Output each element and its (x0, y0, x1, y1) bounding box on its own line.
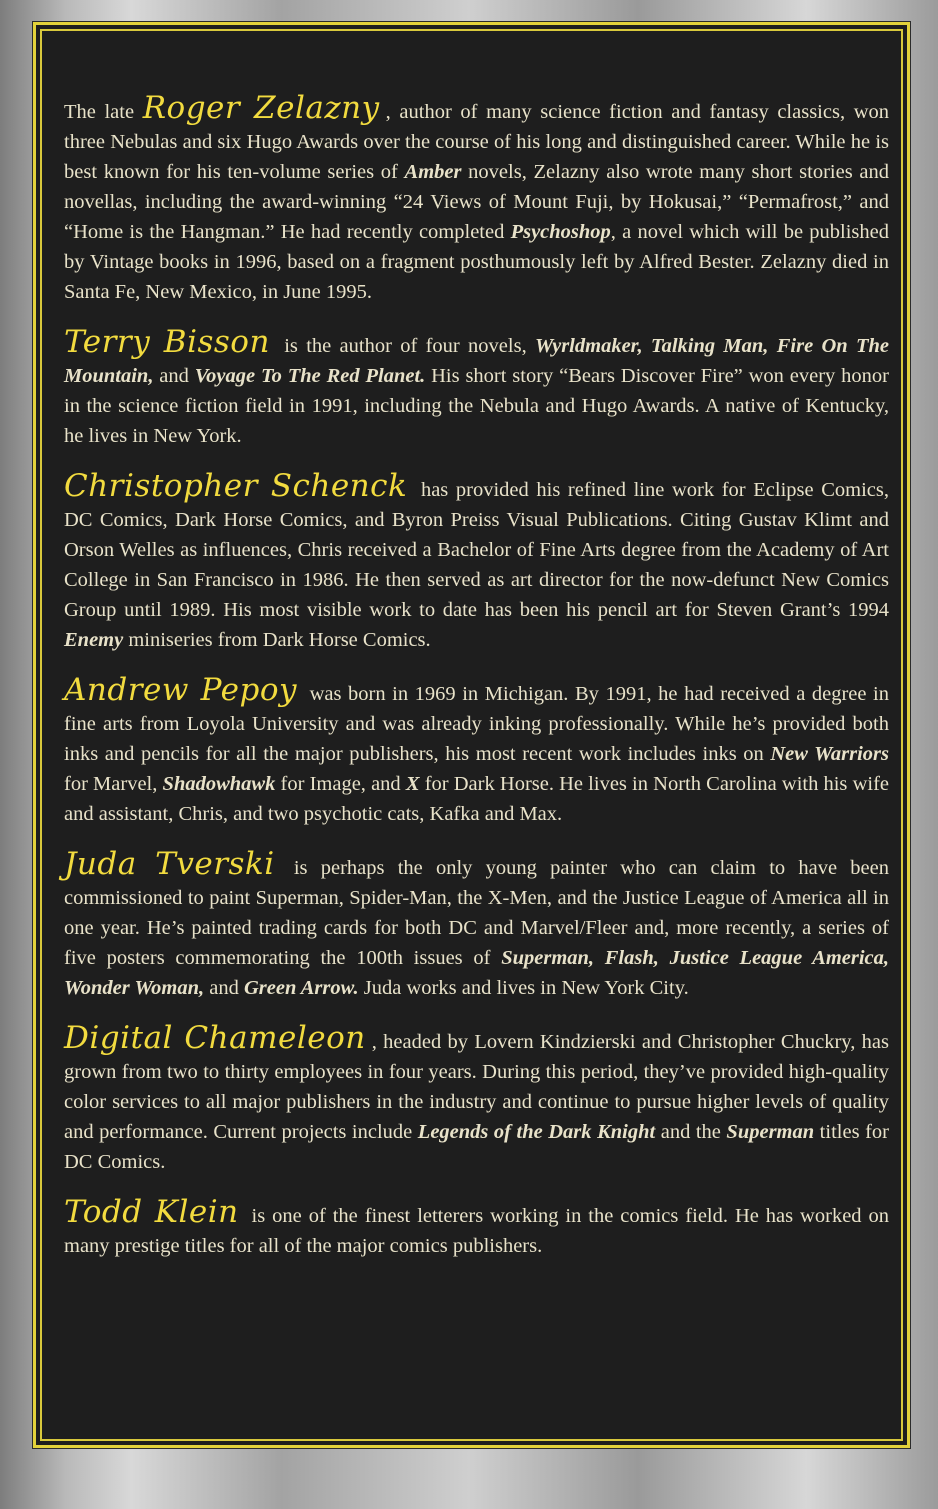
book-title: Green Arrow. (243, 977, 359, 999)
bio-digital-chameleon (64, 1020, 889, 1177)
bio-text: novels, Zelazny also wrote many short stories and novellas, including the award-winning “24 Views of Mount Fuji, by Hokusai,” “Permafrost,” and “Home is the Hangman.” He had recently completed (64, 161, 889, 243)
book-title: New Warriors (770, 743, 889, 765)
book-title: Legends of the Dark Knight (417, 1121, 656, 1143)
bio-name: Todd Klein (64, 1194, 239, 1230)
bio-name: Roger Zelazny (142, 90, 380, 126)
bio-text: has provided his refined line work for Eclipse Comics, DC Comics, Dark Horse Comics, and Byron Preiss Visual Publications. Citing Gustav Klimt and Orson Welles as influences, Chris received a Bachelor of Fine Arts degree from the Academy of Art College in San Francisco in 1986. He then served as art director for the now-defunct New Comics Group until 1989. His most visible work to date has been his pencil art for Steven Grant’s 1994 (64, 479, 889, 621)
bio-page-panel (33, 22, 910, 1448)
bio-name: Andrew Pepoy (64, 672, 298, 708)
bio-todd-klein (64, 1194, 889, 1261)
book-title: X (405, 773, 420, 795)
bio-text: miniseries from Dark Horse Comics. (123, 629, 431, 651)
book-title: Amber (404, 161, 462, 183)
bio-terry-bisson (64, 324, 889, 451)
bio-text: , headed by Lovern Kindzierski and Christopher Chuckry, has grown from two to thirty employees in four years. During this period, they’ve provided high-quality color services to all major publishers in the industry and continue to pursue higher levels of quality and performance. Current projects include (64, 1031, 889, 1143)
bio-text: and (153, 365, 195, 387)
book-title: Psychoshop (510, 221, 611, 243)
bio-text: and (204, 977, 244, 999)
bio-name: Christopher Schenck (64, 468, 408, 504)
bio-text: is one of the finest letterers working in the comics field. He has worked on many prestige titles for all of the major comics publishers. (64, 1205, 889, 1257)
book-title: Wyrldmaker, Talking Man, Fire On The Mountain, (64, 335, 889, 387)
bio-text: The late (64, 101, 143, 123)
bio-text: is perhaps the only young painter who can claim to have been commissioned to paint Superman, Spider-Man, the X-Men, and the Justice League of America all in one year. He’s painted trading cards for both DC and Marvel/Fleer and, more recently, a series of five posters commemorating the 100th issues of (64, 857, 889, 969)
bio-text: , a novel which will be published by Vintage books in 1996, based on a fragment posthumously left by Alfred Bester. Zelazny died in Santa Fe, New Mexico, in June 1995. (64, 221, 889, 303)
bio-christopher-schenck (64, 468, 889, 655)
bios-container (64, 90, 890, 1285)
book-title: Superman, Flash, Justice League America, Wonder Woman, (64, 947, 890, 999)
book-title: Enemy (64, 629, 124, 651)
bio-name: Digital Chameleon (64, 1020, 366, 1056)
bio-juda-tverski (64, 846, 890, 1003)
bio-text: for Dark Horse. He lives in North Carolina with his wife and assistant, Chris, and two psychotic cats, Kafka and Max. (64, 773, 889, 825)
book-title: Shadowhawk (162, 773, 276, 795)
bio-text: for Image, and (275, 773, 406, 795)
bio-text: Juda works and lives in New York City. (358, 977, 689, 999)
bio-name: Juda Tverski (64, 846, 275, 882)
bio-text: is the author of four novels, (275, 335, 535, 357)
bio-roger-zelazny (64, 90, 889, 307)
bio-text: for Marvel, (64, 773, 163, 795)
bio-andrew-pepoy (64, 672, 889, 829)
book-title: Voyage To The Red Planet. (194, 365, 426, 387)
bio-text: His short story “Bears Discover Fire” won every honor in the science fiction field in 1991, including the Nebula and Hugo Awards. A native of Kentucky, he lives in New York. (64, 365, 889, 447)
bio-text: titles for DC Comics. (64, 1121, 889, 1173)
bio-text: , author of many science fiction and fantasy classics, won three Nebulas and six Hugo Awards over the course of his long and distinguished career. While he is best known for his ten-volume series of (64, 101, 889, 183)
bio-text: and the (655, 1121, 727, 1143)
bio-text: was born in 1969 in Michigan. By 1991, he had received a degree in fine arts from Loyola University and was already inking professionally. While he’s provided both inks and pencils for all the major publishers, his most recent work includes inks on (64, 683, 889, 765)
bio-name: Terry Bisson (64, 324, 270, 360)
book-title: Superman (726, 1121, 815, 1143)
